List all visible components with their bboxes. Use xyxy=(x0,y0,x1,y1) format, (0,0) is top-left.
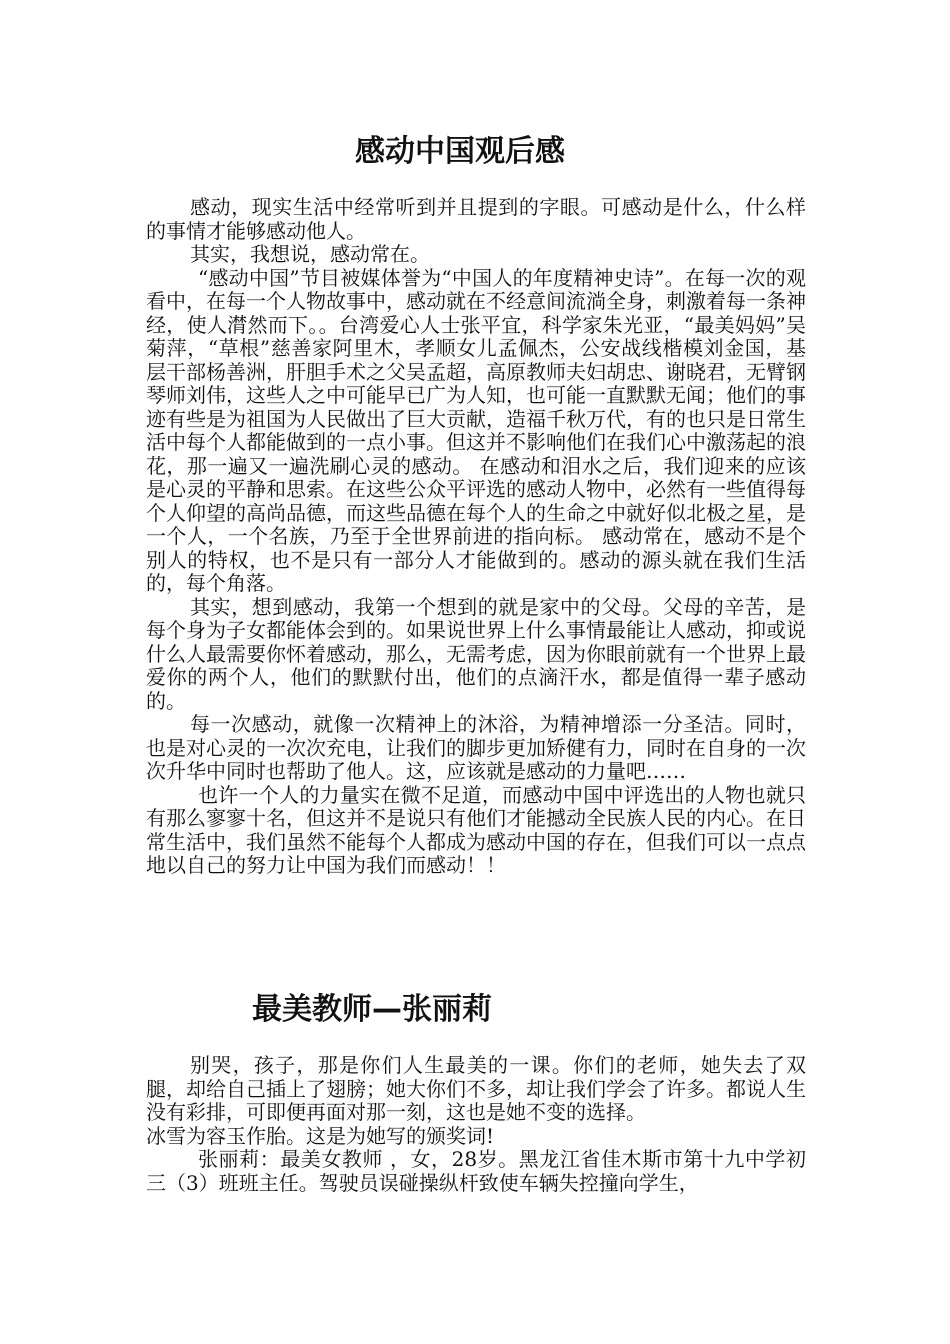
body-paragraph: 张丽莉：最美女教师 ，女，28岁。黑龙江省佳木斯市第十九中学初三（3）班班主任。驾驶员误碰操纵杆致使车辆失控撞向学生， xyxy=(146,1147,806,1195)
body-paragraph: 其实，想到感动，我第一个想到的就是家中的父母。父母的辛苦，是每个身为子女都能体会到的。如果说世界上什么事情最能让人感动，抑或说什么人最需要你怀着感动，那么，无需考虑，因为你眼前就有一个世界上最爱你的两个人，他们的默默付出，他们的点滴汗水，都是值得一辈子感动的。 xyxy=(146,594,806,713)
award-citation-line: 冰雪为容玉作胎。这是为她写的颁奖词! xyxy=(146,1123,495,1148)
body-paragraph: 别哭，孩子，那是你们人生最美的一课。你们的老师，她失去了双腿，却给自己插上了翅膀；她大你们不多，却让我们学会了许多。都说人生没有彩排，可即便再面对那一刻，这也是她不变的选择。 xyxy=(146,1053,806,1124)
body-paragraph: 感动，现实生活中经常听到并且提到的字眼。可感动是什么，什么样的事情才能够感动他人。 xyxy=(146,195,806,243)
body-paragraph: 每一次感动，就像一次精神上的沐浴，为精神增添一分圣洁。同时，也是对心灵的一次次充电，让我们的脚步更加矫健有力，同时在自身的一次次升华中同时也帮助了他人。这，应该就是感动的力量吧…… xyxy=(146,712,806,783)
article-body xyxy=(146,1054,806,1195)
body-paragraph: “感动中国”节目被媒体誉为“中国人的年度精神史诗”。在每一次的观看中，在每一个人物故事中，感动就在不经意间流淌全身，刺激着每一条神经，使人潸然而下。。台湾爱心人士张平宜，科学家朱光亚，“最美妈妈”吴菊萍，“草根”慈善家阿里木，孝顺女儿孟佩杰，公安战线楷模刘金国，基层干部杨善洲，肝胆手术之父吴孟超，高原教师夫妇胡忠、谢晓君，无臂钢琴师刘伟，这些人之中可能早已广为人知，也可能一直默默无闻；他们的事迹有些是为祖国为人民做出了巨大贡献，造福千秋万代，有的也只是日常生活中每个人都能做到的一点小事。但这并不影响他们在我们心中激荡起的浪花，那一遍又一遍洗刷心灵的感动。 在感动和泪水之后，我们迎来的应该是心灵的平静和思索。在这些公众平评选的感动人物中，必然有一些值得每个人仰望的高尚品德，而这些品德在每个人的生命之中就好似北极之星，是一个人，一个名族，乃至于全世界前进的指向标。 感动常在，感动不是个别人的特权，也不是只有一部分人才能做到的。感动的源头就在我们生活的，每个角落。 xyxy=(146,265,806,595)
article-body xyxy=(146,196,806,878)
body-paragraph: 也许一个人的力量实在微不足道，而感动中国中评选出的人物也就只有那么寥寥十名，但这并不是说只有他们才能撼动全民族人民的内心。在日常生活中，我们虽然不能每个人都成为感动中国的存在，但我们可以一点点地以自己的努力让中国为我们而感动！！ xyxy=(146,782,806,877)
article-title: 最美教师—张丽莉 xyxy=(252,992,492,1027)
article-title: 感动中国观后感 xyxy=(355,134,565,169)
body-paragraph: 其实，我想说，感动常在。 xyxy=(190,242,430,266)
